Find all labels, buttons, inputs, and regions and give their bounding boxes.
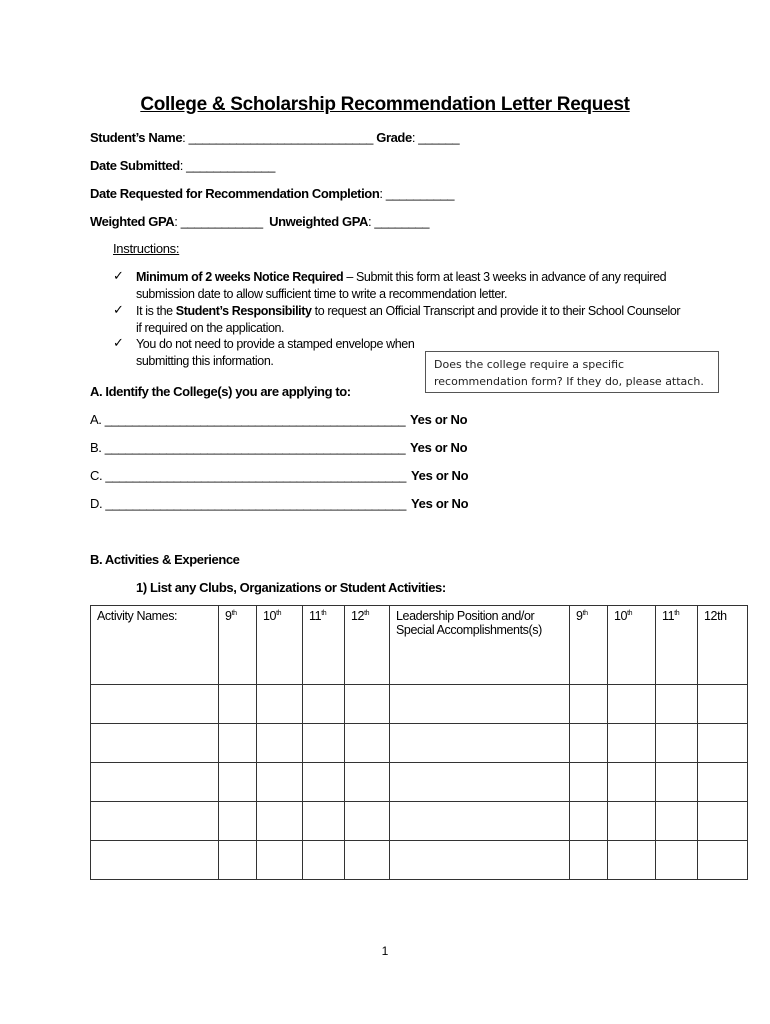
college-letter: B. xyxy=(90,440,105,455)
college-row xyxy=(90,496,406,511)
date-submitted-label: Date Submitted xyxy=(90,158,180,173)
instruction-item xyxy=(136,336,414,369)
instruction-item xyxy=(136,269,666,302)
instruction-text: It is the xyxy=(136,304,176,318)
col-grade-9: 9th xyxy=(219,606,257,685)
page-number: 1 xyxy=(381,944,389,958)
weighted-gpa-label: Weighted GPA xyxy=(90,214,175,229)
section-b-subheading: 1) List any Clubs, Organizations or Student Activities: xyxy=(136,580,446,595)
table-row[interactable] xyxy=(91,724,748,763)
instructions-heading: Instructions: xyxy=(113,241,180,256)
college-row xyxy=(90,440,405,455)
note-box: Does the college require a specific recommendation form? If they do, please attach. xyxy=(425,351,719,393)
instruction-text: You do not need to provide a stamped envelope when xyxy=(136,337,415,351)
table-row[interactable] xyxy=(91,841,748,880)
col-grade-11: 11th xyxy=(303,606,345,685)
checkmark-icon: ✓ xyxy=(113,335,124,350)
yes-no-answer[interactable]: Yes or No xyxy=(410,440,468,455)
instruction-text: if required on the application. xyxy=(136,320,285,335)
yes-no-answer[interactable]: Yes or No xyxy=(411,496,469,511)
instruction-emphasis: Minimum of 2 weeks Notice Required xyxy=(136,270,344,284)
col-grade-12: 12th xyxy=(345,606,390,685)
col-grade-11-right: 11th xyxy=(656,606,698,685)
instruction-text: submitting this information. xyxy=(136,353,274,368)
student-name-label: Student’s Name xyxy=(90,130,183,145)
unweighted-gpa-field[interactable]: : ________ xyxy=(368,214,430,229)
col-grade-9-right: 9th xyxy=(570,606,608,685)
checkmark-icon: ✓ xyxy=(113,268,124,283)
instruction-item xyxy=(136,303,680,336)
instruction-text: submission date to allow sufficient time to write a recommendation letter. xyxy=(136,286,508,301)
col-grade-12-right: 12th xyxy=(698,606,748,685)
instruction-text: – Submit this form at least 3 weeks in advance of any required xyxy=(343,270,667,284)
section-a-heading: A. Identify the College(s) you are applying to: xyxy=(90,384,351,399)
college-letter: C. xyxy=(90,468,106,483)
college-row xyxy=(90,412,405,427)
grade-field[interactable]: : ______ xyxy=(411,130,460,145)
student-name-field[interactable]: : ___________________________ xyxy=(182,130,374,145)
activities-table xyxy=(90,605,748,880)
gpa-line xyxy=(90,214,429,229)
col-grade-10: 10th xyxy=(257,606,303,685)
instruction-emphasis: Student’s Responsibility xyxy=(175,304,312,318)
college-letter: A. xyxy=(90,412,105,427)
grade-label: Grade xyxy=(376,130,412,145)
col-activity-names: Activity Names: xyxy=(91,606,219,685)
instruction-text: to request an Official Transcript and provide it to their School Counselor xyxy=(311,304,681,318)
student-name-line xyxy=(90,130,459,145)
date-requested-field[interactable]: : __________ xyxy=(379,186,455,201)
unweighted-gpa-label: Unweighted GPA xyxy=(269,214,368,229)
section-b-heading: B. Activities & Experience xyxy=(90,552,240,567)
page-title: College & Scholarship Recommendation Letter Request xyxy=(140,94,630,115)
table-row[interactable] xyxy=(91,802,748,841)
college-field[interactable]: ____________________________________________ xyxy=(105,468,406,483)
weighted-gpa-field[interactable]: : ____________ xyxy=(174,214,263,229)
table-header-row xyxy=(91,606,748,685)
college-field[interactable]: ____________________________________________ xyxy=(105,496,406,511)
college-field[interactable]: ____________________________________________ xyxy=(104,440,406,455)
table-row[interactable] xyxy=(91,763,748,802)
date-submitted-field[interactable]: : _____________ xyxy=(179,158,275,173)
college-field[interactable]: ____________________________________________ xyxy=(104,412,406,427)
table-row[interactable] xyxy=(91,685,748,724)
yes-no-answer[interactable]: Yes or No xyxy=(411,468,469,483)
date-requested-line xyxy=(90,186,454,201)
date-submitted-line xyxy=(90,158,275,173)
college-row xyxy=(90,468,406,483)
col-grade-10-right: 10th xyxy=(608,606,656,685)
col-leadership: Leadership Position and/or Special Accomplishments(s) xyxy=(390,606,570,685)
yes-no-answer[interactable]: Yes or No xyxy=(410,412,468,427)
college-letter: D. xyxy=(90,496,106,511)
date-requested-label: Date Requested for Recommendation Completion xyxy=(90,186,380,201)
checkmark-icon: ✓ xyxy=(113,302,124,317)
